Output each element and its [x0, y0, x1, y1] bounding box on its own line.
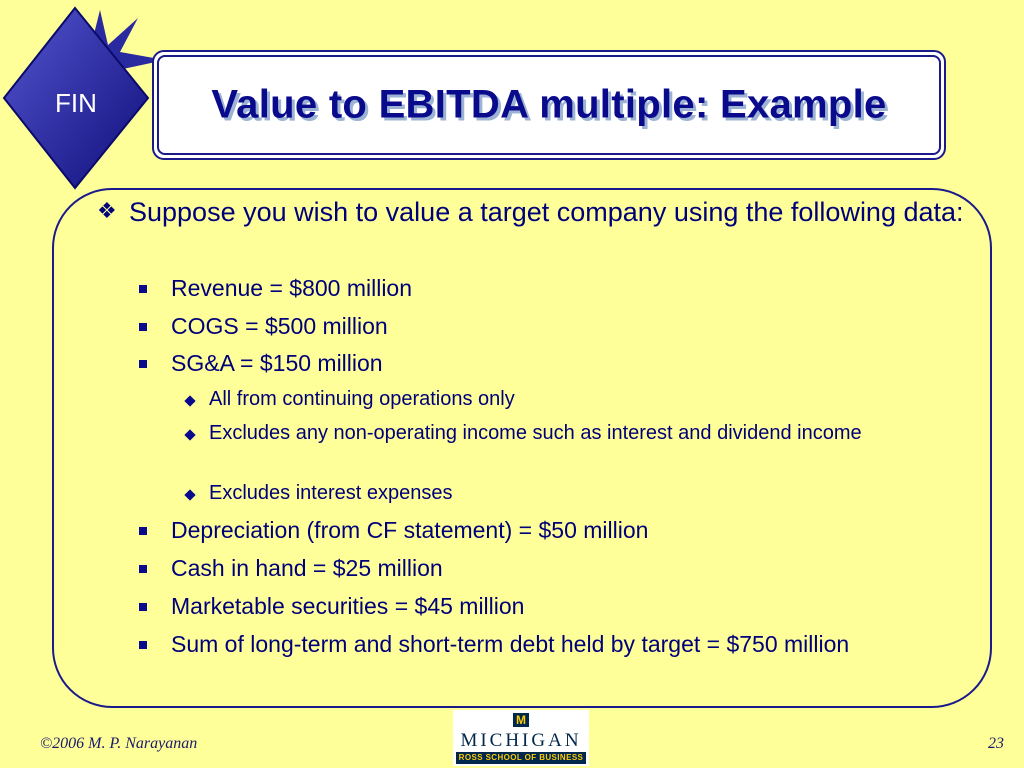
- square-bullet-icon: [139, 565, 147, 573]
- fin-star-logo: [0, 0, 165, 195]
- list-item: Revenue = $800 million: [171, 275, 413, 301]
- page-number: 23: [988, 735, 1004, 752]
- list-item: Marketable securities = $45 million: [171, 593, 525, 619]
- square-bullet-icon: [139, 323, 147, 331]
- list-item: SG&A = $150 million: [171, 350, 383, 376]
- block-m-icon: M: [513, 713, 529, 727]
- intro-text: Suppose you wish to value a target company using the following data:: [129, 197, 964, 227]
- sub-list-item: Excludes any non-operating income such as interest and dividend income: [209, 422, 862, 444]
- square-bullet-icon: [139, 285, 147, 293]
- michigan-logo: [453, 710, 589, 766]
- title-frame: [152, 50, 946, 160]
- sub-list-item: All from continuing operations only: [209, 388, 515, 410]
- square-bullet-icon: [139, 641, 147, 649]
- diamond-bullet-icon: ❖: [97, 198, 117, 223]
- list-item: Sum of long-term and short-term debt held by target = $750 million: [171, 631, 850, 657]
- title-inner: [157, 55, 941, 155]
- logo-subtitle: ROSS SCHOOL OF BUSINESS: [456, 752, 586, 764]
- sub-list-item: Excludes interest expenses: [209, 482, 453, 504]
- square-bullet-icon: [139, 360, 147, 368]
- square-bullet-icon: [139, 527, 147, 535]
- square-bullet-icon: [139, 603, 147, 611]
- list-item: Depreciation (from CF statement) = $50 million: [171, 517, 649, 543]
- fin-label: FIN: [55, 88, 97, 118]
- logo-wordmark: MICHIGAN: [460, 730, 582, 751]
- list-item: Cash in hand = $25 million: [171, 555, 443, 581]
- list-item: COGS = $500 million: [171, 313, 388, 339]
- copyright-text: ©2006 M. P. Narayanan: [40, 735, 198, 752]
- slide-title: Value to EBITDA multiple: Example: [211, 82, 887, 127]
